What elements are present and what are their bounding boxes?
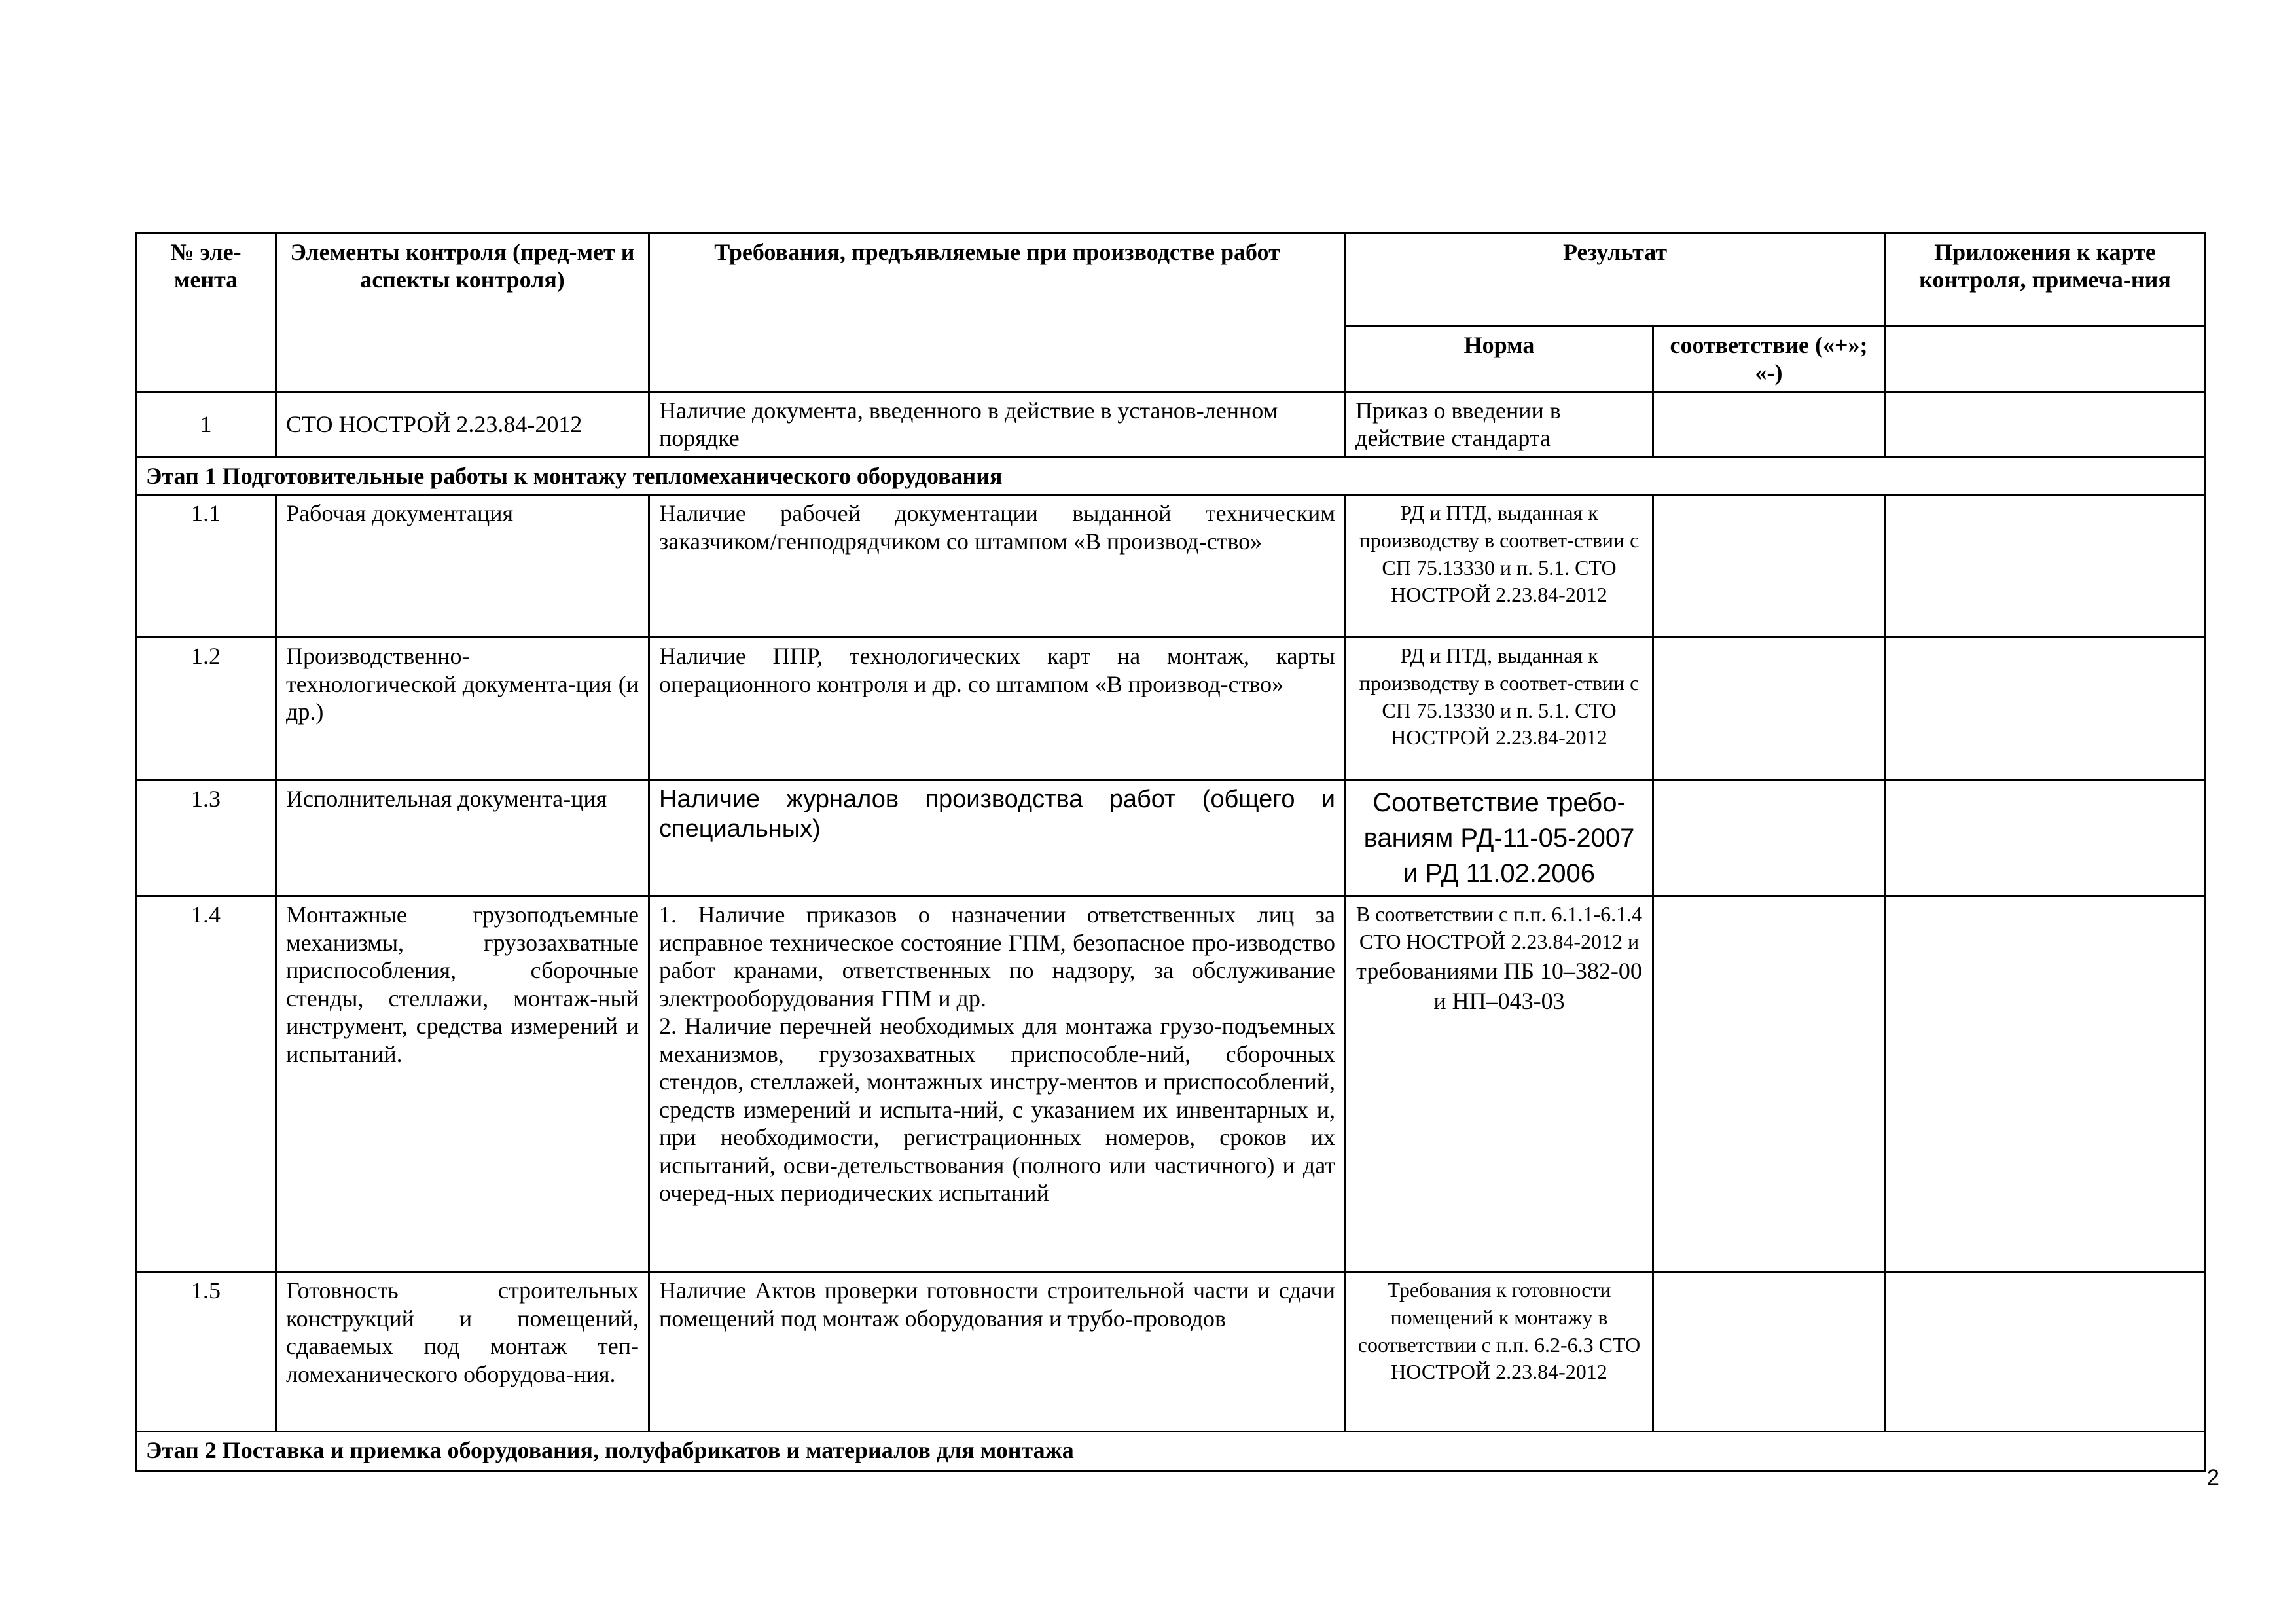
row-compliance	[1653, 495, 1885, 638]
row-requirement: Наличие документа, введенного в действие в установ-ленном порядке	[649, 392, 1346, 457]
row-appendix	[1885, 780, 2206, 896]
row-norm: Приказ о введении в действие стандарта	[1346, 392, 1653, 457]
row-num: 1.5	[136, 1272, 276, 1432]
requirement-item-2: 2. Наличие перечней необходимых для монтажа грузо-подъемных механизмов, грузозахватных приспособле-ний, сборочных стендов, стеллажей, монтажных инстру-ментов и приспособлений, средств измерений и испыта-ний, с указанием их инвентарных и, при необходимости, регистрационных номеров, сроков их испытаний, осви-детельствования (полного или частичного) и дат очеред-ных периодических испытаний	[659, 1013, 1335, 1207]
stage-row-1	[136, 457, 2206, 494]
header-elements: Элементы контроля (пред-мет и аспекты контроля)	[276, 234, 649, 392]
header-result: Результат	[1346, 234, 1885, 327]
row-requirement: Наличие рабочей документации выданной техническим заказчиком/генподрядчиком со штампом «В производ-ство»	[649, 495, 1346, 638]
row-requirement	[649, 896, 1346, 1272]
stage-title: Этап 2 Поставка и приемка оборудования, полуфабрикатов и материалов для монтажа	[136, 1432, 2206, 1471]
row-requirement: Наличие Актов проверки готовности строительной части и сдачи помещений под монтаж оборудования и трубо-проводов	[649, 1272, 1346, 1432]
header-row-1	[136, 234, 2206, 327]
row-compliance	[1653, 638, 1885, 780]
table-row	[136, 780, 2206, 896]
row-norm: Требования к готовности помещений к монтажу в соответствии с п.п. 6.2-6.3 СТО НОСТРОЙ 2.23.84-2012	[1346, 1272, 1653, 1432]
row-appendix	[1885, 896, 2206, 1272]
row-compliance	[1653, 780, 1885, 896]
header-num: № эле-мента	[136, 234, 276, 392]
header-norm: Норма	[1346, 327, 1653, 392]
row-norm	[1346, 896, 1653, 1272]
row-num: 1.4	[136, 896, 276, 1272]
row-num: 1	[136, 392, 276, 457]
header-compliance: соответствие («+»; «-)	[1653, 327, 1885, 392]
header-appendix: Приложения к карте контроля, примеча-ния	[1885, 234, 2206, 327]
row-element: Производственно-технологической документа-ция (и др.)	[276, 638, 649, 780]
row-compliance	[1653, 392, 1885, 457]
requirement-item-1: 1. Наличие приказов о назначении ответственных лиц за исправное техническое состояние ГПМ, безопасное про-изводство работ кранами, ответственных по надзору, за обслуживание электрооборудования ГПМ и др.	[659, 902, 1335, 1012]
norm-part-b: требованиями ПБ 10–382-00 и НП–043-03	[1356, 957, 1642, 1015]
norm-part-a: В соответствии с п.п. 6.1.1-6.1.4 СТО НОСТРОЙ 2.23.84-2012 и	[1355, 902, 1643, 953]
row-element: Рабочая документация	[276, 495, 649, 638]
table-row	[136, 1272, 2206, 1432]
row-element: Готовность строительных конструкций и помещений, сдаваемых под монтаж теп-ломеханического оборудова-ния.	[276, 1272, 649, 1432]
stage-title: Этап 1 Подготовительные работы к монтажу тепломеханического оборудования	[136, 457, 2206, 494]
row-norm: РД и ПТД, выданная к производству в соответ-ствии с СП 75.13330 и п. 5.1. СТО НОСТРОЙ 2.23.84-2012	[1346, 495, 1653, 638]
table-row	[136, 638, 2206, 780]
control-table	[135, 232, 2206, 1472]
row-num: 1.3	[136, 780, 276, 896]
row-num: 1.2	[136, 638, 276, 780]
row-num: 1.1	[136, 495, 276, 638]
row-element: Монтажные грузоподъемные механизмы, грузозахватные приспособления, сборочные стенды, стеллажи, монтаж-ный инструмент, средства измерений и испытаний.	[276, 896, 649, 1272]
row-appendix	[1885, 392, 2206, 457]
row-appendix	[1885, 1272, 2206, 1432]
row-norm: РД и ПТД, выданная к производству в соответ-ствии с СП 75.13330 и п. 5.1. СТО НОСТРОЙ 2.23.84-2012	[1346, 638, 1653, 780]
row-element: СТО НОСТРОЙ 2.23.84-2012	[276, 392, 649, 457]
header-requirements: Требования, предъявляемые при производстве работ	[649, 234, 1346, 392]
row-appendix	[1885, 638, 2206, 780]
table-row-std	[136, 392, 2206, 457]
table-row	[136, 896, 2206, 1272]
header-appendix-empty	[1885, 327, 2206, 392]
table-row	[136, 495, 2206, 638]
row-compliance	[1653, 1272, 1885, 1432]
page-number: 2	[2207, 1465, 2219, 1490]
stage-row-2	[136, 1432, 2206, 1471]
row-compliance	[1653, 896, 1885, 1272]
row-requirement: Наличие ППР, технологических карт на монтаж, карты операционного контроля и др. со штампом «В производ-ство»	[649, 638, 1346, 780]
row-appendix	[1885, 495, 2206, 638]
row-norm: Соответствие требо-ваниям РД-11-05-2007 и РД 11.02.2006	[1346, 780, 1653, 896]
row-element: Исполнительная документа-ция	[276, 780, 649, 896]
row-requirement: Наличие журналов производства работ (общего и специальных)	[649, 780, 1346, 896]
